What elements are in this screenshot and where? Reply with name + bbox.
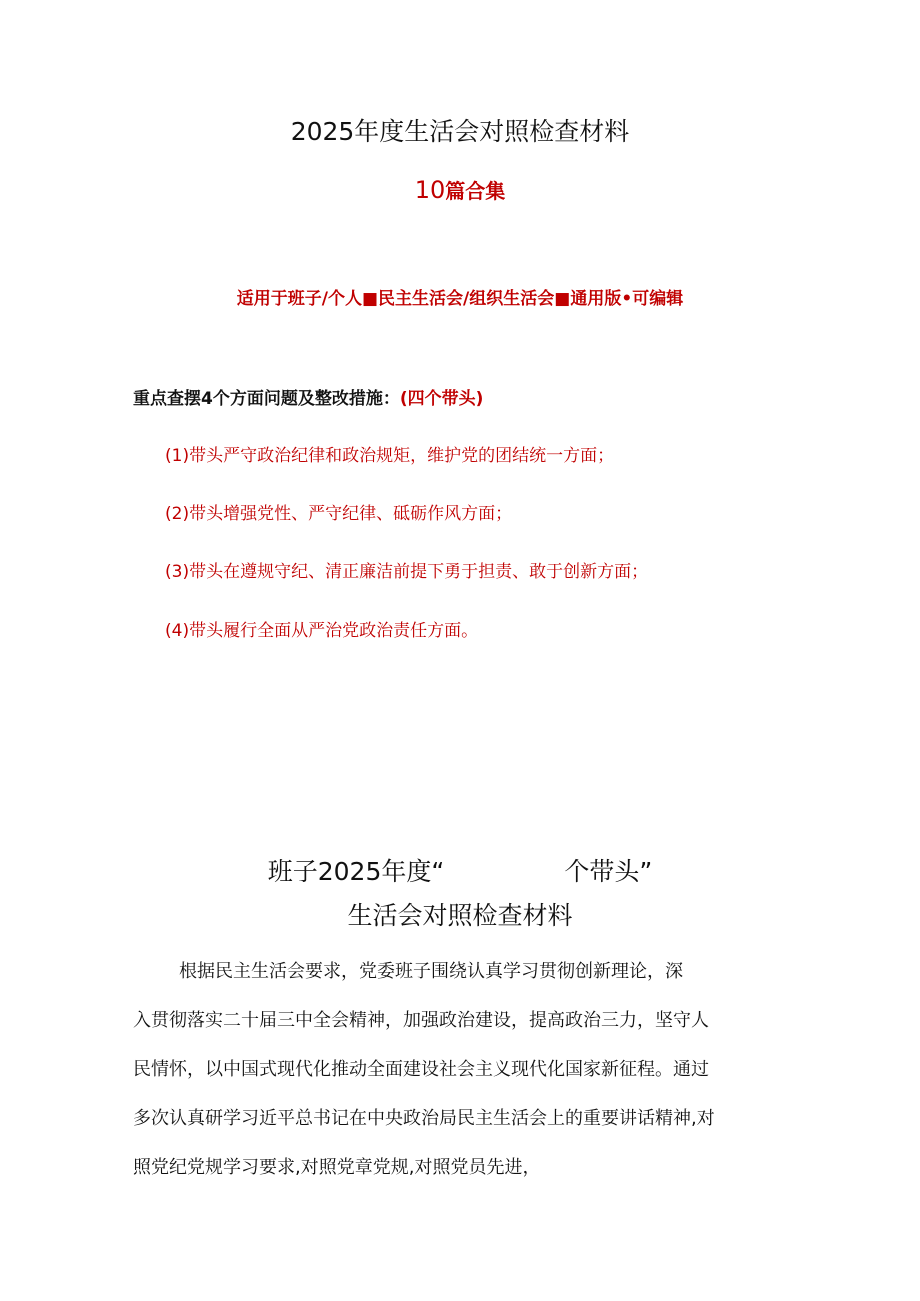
document-title: 2025年度生活会对照检查材料 [290, 117, 630, 146]
scope-line: 适用于班子/个人■民主生活会/组织生活会■通用版•可编辑 [236, 289, 684, 309]
body-line: 民情怀，以中国式现代化推动全面建设社会主义现代化国家新征程。通过 [133, 1059, 709, 1080]
collection-subtitle [0, 175, 920, 204]
focus-item: (2)带头增强党性、严守纪律、砥砺作风方面； [165, 504, 513, 524]
body-line: 多次认真研学习近平总书记在中央政治局民主生活会上的重要讲话精神,对 [133, 1108, 715, 1129]
section-title-left: 班子2025年度“ [267, 857, 445, 886]
focus-heading-text: 重点查摆4个方面问题及整改措施： [133, 389, 400, 409]
body-line: 照党纪党规学习要求,对照党章党规,对照党员先进， [133, 1157, 541, 1178]
body-line: 入贯彻落实二十届三中全会精神，加强政治建设，提高政治三力，坚守人 [133, 1010, 709, 1031]
section-title-line2: 生活会对照检查材料 [347, 901, 573, 930]
section-title-right: 个带头” [564, 857, 653, 886]
focus-heading [133, 384, 483, 409]
focus-item: (1)带头严守政治纪律和政治规矩，维护党的团结统一方面； [165, 446, 615, 466]
body-line: 根据民主生活会要求，党委班子围绕认真学习贯彻创新理论，深 [179, 961, 683, 982]
focus-heading-note: (四个带头) [399, 389, 484, 409]
focus-item: (3)带头在遵规守纪、清正廉洁前提下勇于担责、敢于创新方面； [165, 562, 649, 582]
collection-label: 篇合集 [445, 179, 506, 203]
section-body [133, 947, 783, 1192]
collection-count: 10 [414, 176, 446, 204]
focus-item: (4)带头履行全面从严治党政治责任方面。 [165, 621, 479, 641]
section-title-line1 [0, 852, 920, 888]
